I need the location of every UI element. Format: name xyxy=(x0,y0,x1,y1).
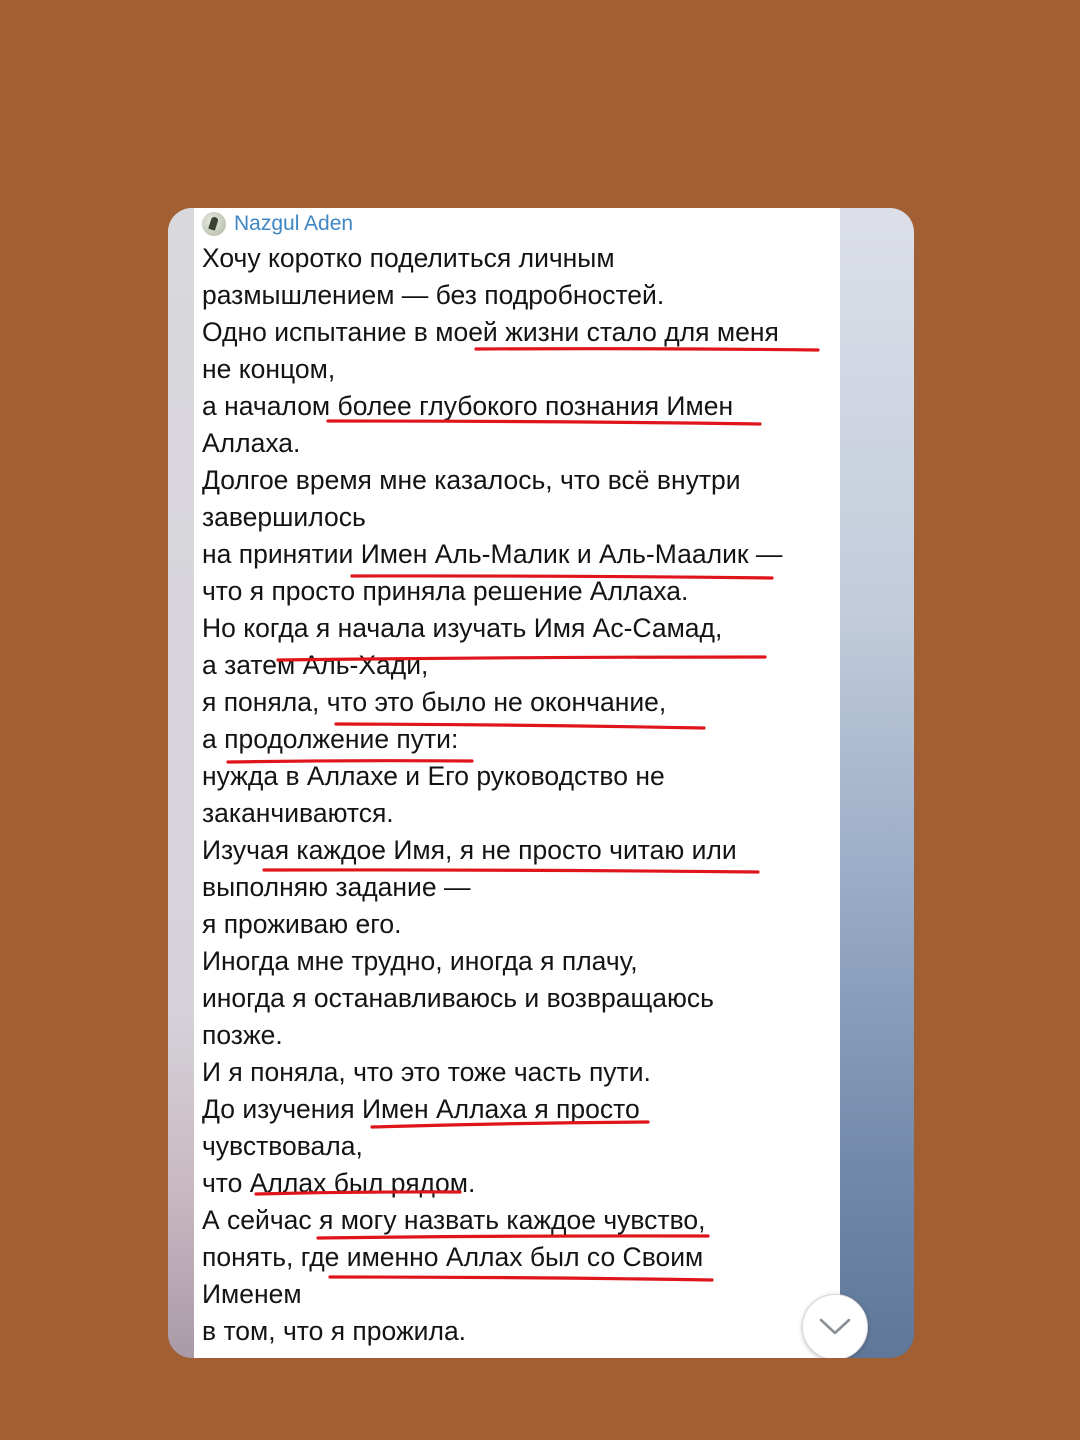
message-line: а затем Аль-Хади, xyxy=(202,650,429,680)
message-line: завершилось xyxy=(202,502,366,532)
chat-screenshot xyxy=(168,208,914,1358)
message-line: чувствовала, xyxy=(202,1131,363,1161)
sender-name[interactable]: Nazgul Aden xyxy=(234,212,354,235)
message-line: И я поняла, что это тоже часть пути. xyxy=(202,1057,651,1087)
message-line: размышлением — без подробностей. xyxy=(202,280,665,310)
message-line: Хочу коротко поделиться личным xyxy=(202,243,615,273)
message-line: Долгое время мне казалось, что всё внутри xyxy=(202,465,741,495)
scroll-down-button[interactable] xyxy=(802,1294,868,1358)
chevron-down-icon xyxy=(818,1317,852,1337)
message-line: Изучая каждое Имя, я не просто читаю или xyxy=(202,835,737,865)
message-sender[interactable] xyxy=(202,210,353,238)
message-line: Иногда мне трудно, иногда я плачу, xyxy=(202,946,638,976)
message-line: что Аллах был рядом. xyxy=(202,1168,476,1198)
message-line: не концом, xyxy=(202,354,336,384)
message-line: Но когда я начала изучать Имя Ас-Самад, xyxy=(202,613,723,643)
message-line: Одно испытание в моей жизни стало для меня xyxy=(202,317,779,347)
message-line: я проживаю его. xyxy=(202,909,402,939)
message-line: на принятии Имен Аль-Малик и Аль-Маалик — xyxy=(202,539,783,569)
message-line: понять, где именно Аллах был со Своим xyxy=(202,1242,704,1272)
message-line: а продолжение пути: xyxy=(202,724,459,754)
message-line: я поняла, что это было не окончание, xyxy=(202,687,667,717)
message-line: выполняю задание — xyxy=(202,872,471,902)
message-line: в том, что я прожила. xyxy=(202,1316,467,1346)
message-line: позже. xyxy=(202,1020,283,1050)
message-line: нужда в Аллахе и Его руководство не xyxy=(202,761,665,791)
message-line: иногда я останавливаюсь и возвращаюсь xyxy=(202,983,714,1013)
message-line: А сейчас я могу назвать каждое чувство, xyxy=(202,1205,706,1235)
message-line: Аллаха. xyxy=(202,428,301,458)
message-line: Именем xyxy=(202,1279,302,1309)
message-line: До изучения Имен Аллаха я просто xyxy=(202,1094,640,1124)
avatar[interactable] xyxy=(202,212,226,236)
message-line: что я просто приняла решение Аллаха. xyxy=(202,576,689,606)
message-line: заканчиваются. xyxy=(202,798,394,828)
message-text xyxy=(202,240,842,1350)
message-line: а началом более глубокого познания Имен xyxy=(202,391,734,421)
